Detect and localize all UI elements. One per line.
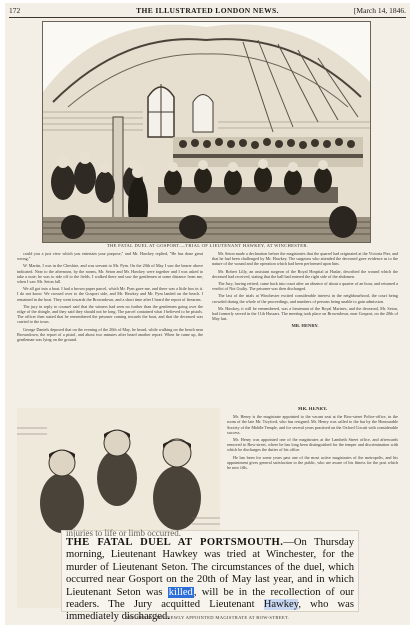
paragraph: The jury in reply to counsel said that the witness had seen no further than the gentlemen going over the ridge of the shingle, and they said they should not be long. The parcel contained what I believed to be pistols. The officer then stated that he remembered the prisoner coming towards the boat, and that the deceased was carried to the town. bbox=[17, 303, 203, 325]
highlighted-word-killed[interactable]: killed bbox=[168, 586, 193, 598]
paragraph: George Daniels deposed that on the evening of the 20th of May, he heard, while walking on the beach near Browndown, the report of a pistol, and about two minutes after heard another report. When he came up, the gentleman was lying on the ground. bbox=[17, 326, 203, 343]
paragraph: Mr. Henry was appointed one of the magistrates at the Lambeth Street office, and afterwards removed to Bow-street, where he has long been distinguished for the temper and discrimination with which he discharges the duties of his office. bbox=[227, 437, 398, 453]
article-title: MR. HENRY. bbox=[297, 407, 328, 412]
clipping-text: —On Thursday morning, Lieutenant Hawkey was tried at Winchester, for the murder of Lieutenant Seton. The circumstances of the duel, which occurred near Gosport on the 20th of May last year, and in which Lieutenant Seton was bbox=[66, 537, 354, 598]
paragraph: Mr. Henry is the magistrate appointed to the vacant seat at the Bow-street Police-office, in the room of the late Mr. Twyford, who has resigned. Mr. Henry was called to the bar by the Honourable Society of the Middle Temple, and for several years practised on the Oxford Circuit with considerable success. bbox=[227, 414, 398, 435]
top-engraving-caption: THE FATAL DUEL AT GOSPORT.—TRIAL OF LIEUTENANT HAWKEY, AT WINCHESTER. bbox=[106, 243, 309, 248]
section-subhead: MR. HENRY. bbox=[291, 323, 319, 329]
paragraph: The last of the trials at Winchester excited considerable interest in the neighbourhood, the court being crowded during the whole of the proceedings, and numbers of persons being unable to gain admission. bbox=[212, 293, 398, 304]
article-text bbox=[17, 251, 398, 401]
page-number: 172 bbox=[9, 6, 21, 15]
clipped-previous-line: injuries to life or limb occurred. bbox=[66, 529, 181, 537]
clipping-text: , will be in the recollection of our readers. The Jury acquitted Lieutenant bbox=[66, 586, 354, 611]
newspaper-page bbox=[5, 3, 410, 625]
masthead: THE ILLUSTRATED LONDON NEWS. bbox=[136, 6, 279, 15]
paragraph: The Jury, having retired, came back into court after an absence of about a quarter of an hour, and returned a verdict of Not Guilty. The prisoner was then discharged. bbox=[212, 281, 398, 292]
paragraph: Mr. Robert Lilly, an assistant surgeon of the Royal Hospital at Haslar, described the wound which the deceased had received, stating that the ball had entered the right side of the abdomen. bbox=[212, 268, 398, 279]
issue-date: [March 14, 1846. bbox=[353, 6, 406, 15]
courtroom-engraving bbox=[42, 21, 371, 243]
highlighted-word-hawkey[interactable]: Hawkey bbox=[263, 599, 299, 611]
bottom-engraving-caption: MR. HENRY, THE NEWLY APPOINTED MAGISTRATE AT BOW-STREET. bbox=[125, 615, 290, 620]
clipping-text: , who was immediately discharged. bbox=[66, 599, 354, 623]
right-column bbox=[212, 251, 398, 401]
paragraph: W. Martin, I was in the Cheshire, and was servant to Mr. Pym. On the 20th of May I saw the bearer above indicated. Near to the afternoon, by the rooms, Mr. Seton and Mr. Hawkey were together and I was asked to take a note; he was to ride off to the fields. I walked there and saw the gentlemen at some distance from me, when I saw Mr. Seton fall. bbox=[17, 263, 203, 285]
left-column bbox=[17, 251, 203, 401]
paragraph: Mr. Hawkey, it will be remembered, was a lieutenant of the Royal Marines, and the deceased, Mr. Seton, had formerly served in the 11th Hussars. The meeting took place on Browndown, near Gosport, on the 20th of May last. bbox=[212, 305, 398, 322]
paragraph: He has been for some years past one of the most active magistrates of the metropolis, and his appointment gives general satisfaction to the public, who are aware of his fitness for the post which he now fills. bbox=[227, 454, 398, 471]
paragraph: could you a just view which you entertain your purpose," and Mr. Hawkey replied, "He has done great wrong." bbox=[17, 251, 203, 262]
clipping-headline: THE FATAL DUEL AT PORTSMOUTH. bbox=[66, 537, 284, 548]
page-header bbox=[9, 5, 406, 18]
paragraph: Mr. Seton made a declaration before the magistrates that the quarrel had originated at the Victoria Pier, and that he had been challenged by Mr. Hawkey. The surgeons who attended the deceased gave evidence as to the nature of the wound and the operation which had been performed upon him. bbox=[212, 251, 398, 267]
paragraph: We all got into a boat. I had a brown paper parcel, which Mr. Pym gave me, and there was a little box in it. I do not know. We crossed over to the Gosport side, and Mr. Hawkey and Mr. Pym landed on the beach. I remained in the boat. They went towards the Browndown, and a short time after I heard the report of firearms. bbox=[17, 286, 203, 302]
